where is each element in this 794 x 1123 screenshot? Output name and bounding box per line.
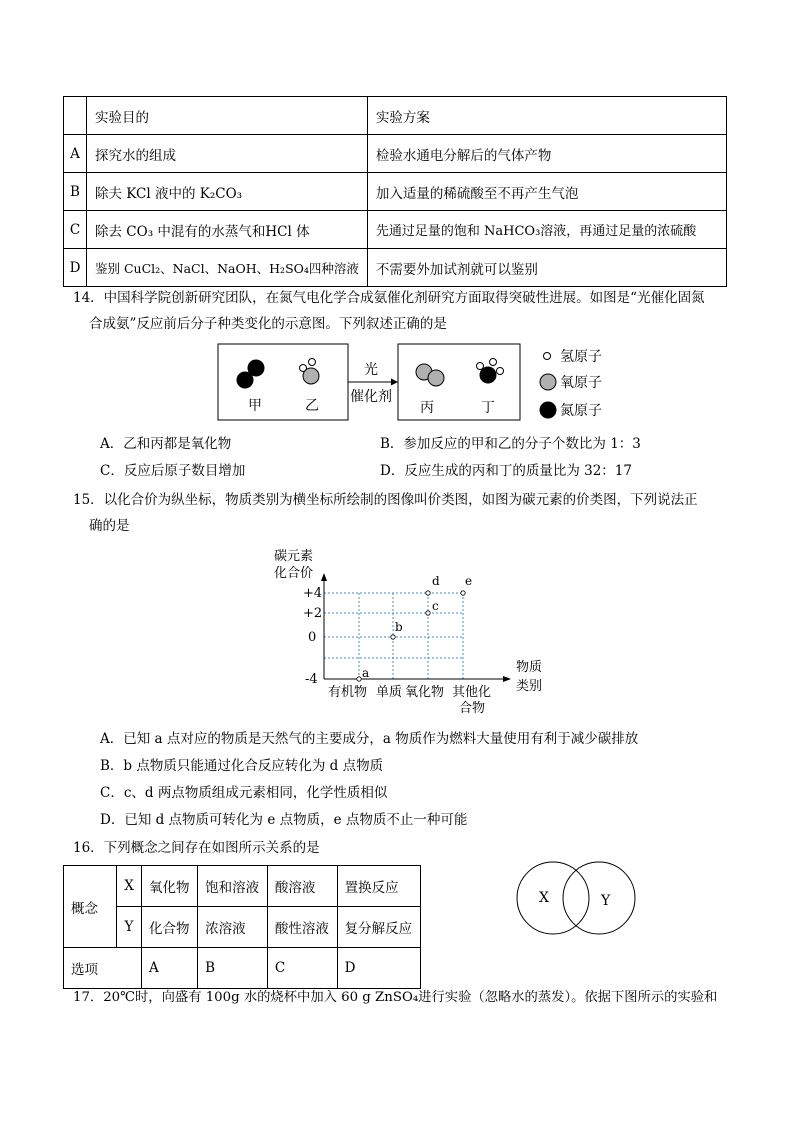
option-cell: B <box>198 948 268 989</box>
x-axis-label-line1: 物质 <box>516 660 543 675</box>
point-label-b: b <box>395 620 403 634</box>
venn-label-y: Y <box>601 893 611 909</box>
q15-stem-line2: 确的是 <box>89 518 130 534</box>
plan-header: 实验方案 <box>367 97 726 135</box>
oxygen-legend-icon <box>540 374 556 390</box>
point-label-e: e <box>465 574 473 588</box>
y-axis-arrow-icon <box>321 573 327 581</box>
x-cell: 置换反应 <box>337 866 420 907</box>
y-tick-label: -4 <box>305 672 318 687</box>
table-header-row <box>64 97 727 135</box>
q15-option-c: C．c、d 两点物质组成元素相同，化学性质相似 <box>100 785 388 801</box>
y-tick-label: +4 <box>303 586 323 601</box>
legend-hydrogen: 氢原子 <box>560 349 602 365</box>
row-plan: 加入适量的稀硫酸至不再产生气泡 <box>367 173 726 211</box>
label-jia: 甲 <box>248 398 262 414</box>
ding-molecule <box>477 359 504 384</box>
label-yi: 乙 <box>305 398 319 414</box>
q14-option-b: B．参加反应的甲和乙的分子个数比为 1：3 <box>380 436 641 452</box>
products-box <box>398 344 520 420</box>
q15-option-a: A．已知 a 点对应的物质是天然气的主要成分，a 物质作为燃料大量使用有利于减少碳排放 <box>100 731 639 747</box>
y-tick-label: +2 <box>303 606 323 621</box>
q16-stem: 16．下列概念之间存在如图所示关系的是 <box>73 840 320 856</box>
point-d <box>426 591 430 595</box>
legend-nitrogen: 氮原子 <box>560 403 602 419</box>
y-tick-label: 0 <box>308 630 317 645</box>
q15-stem-line1: 15．以化合价为纵坐标，物质类别为横坐标所绘制的图像叫价类图，如图为碳元素的价类图，下列说法正 <box>73 492 698 508</box>
point-a <box>357 677 361 681</box>
table-row <box>64 948 421 989</box>
label-ding: 丁 <box>481 400 495 416</box>
point-e <box>461 591 465 595</box>
point-c <box>426 611 430 615</box>
table-row <box>64 173 727 211</box>
point-label-c: c <box>432 599 439 613</box>
y-axis-label-line2: 化合价 <box>274 566 314 581</box>
chart-points <box>357 574 472 681</box>
carbon-valence-chart <box>260 540 560 720</box>
x-tick-label: 合物 <box>459 701 486 716</box>
x-label-cell: X <box>117 866 142 907</box>
q14-option-c: C．反应后原子数目增加 <box>100 463 246 479</box>
row-plan: 不需要外加试剂就可以鉴别 <box>367 249 726 287</box>
option-cell: D <box>337 948 420 989</box>
label-bing: 丙 <box>420 400 434 416</box>
venn-circle-y <box>563 862 635 934</box>
row-key: C <box>64 211 87 249</box>
venn-diagram <box>505 860 665 940</box>
q15-option-d: D．已知 d 点物质可转化为 e 点物质，e 点物质不止一种可能 <box>100 812 468 828</box>
hydrogen-legend-icon <box>544 353 551 360</box>
x-tick-label: 有机物 <box>328 685 368 700</box>
y-axis-label-line1: 碳元素 <box>274 549 314 564</box>
row-purpose: 除去 CO₃ 中混有的水蒸气和HCl 体 <box>87 211 368 249</box>
q17-stem: 17．20℃时，向盛有 100g 水的烧杯中加入 60 g ZnSO₄进行实验（忽略水的蒸发）。依据下图所示的实验和 <box>73 990 718 1005</box>
x-cell: 饱和溶液 <box>198 866 268 907</box>
row-purpose: 探究水的组成 <box>87 135 368 173</box>
concept-cell: 概念 <box>64 866 117 948</box>
row-key: D <box>64 249 87 287</box>
q14-option-d: D．反应生成的丙和丁的质量比为 32：17 <box>380 463 632 479</box>
x-tick-label: 单质 <box>376 685 403 700</box>
nitrogen-legend-icon <box>540 402 556 418</box>
row-purpose: 除夫 KCl 液中的 K₂CO₃ <box>87 173 368 211</box>
row-plan: 先通过足量的饱和 NaHCO₃溶液，再通过足量的浓硫酸 <box>367 211 726 249</box>
y-cell: 化合物 <box>142 907 198 948</box>
q14-stem-line2: 合成氨”反应前后分子种类变化的示意图。下列叙述正确的是 <box>89 316 447 332</box>
y-cell: 酸性溶液 <box>267 907 337 948</box>
q15-option-b: B．b 点物质只能通过化合反应转化为 d 点物质 <box>100 758 384 774</box>
q13-table <box>63 96 727 287</box>
arrow-bottom-label: 催化剂 <box>350 389 392 405</box>
bing-molecule <box>416 364 444 386</box>
purpose-header: 实验目的 <box>87 97 368 135</box>
jia-molecule <box>237 360 264 388</box>
point-label-d: d <box>432 574 440 588</box>
point-label-a: a <box>362 666 370 680</box>
q14-option-a: A．乙和丙都是氧化物 <box>100 436 232 452</box>
x-cell: 酸溶液 <box>267 866 337 907</box>
y-cell: 浓溶液 <box>198 907 268 948</box>
row-purpose: 鉴别 CuCl₂、NaCl、NaOH、H₂SO₄四种溶液 <box>87 249 368 287</box>
arrowhead-icon <box>391 379 398 386</box>
table-corner-cell <box>64 97 87 135</box>
q14-stem-line1: 14．中国科学院创新研究团队，在氮气电化学合成氨催化剂研究方面取得突破性进展。如图是“光催化固氮 <box>73 290 705 306</box>
venn-circle-x <box>517 862 589 934</box>
legend-oxygen: 氧原子 <box>560 375 602 391</box>
table-row <box>64 249 727 287</box>
row-key: A <box>64 135 87 173</box>
table-row <box>64 211 727 249</box>
q16-table <box>63 865 421 989</box>
row-key: B <box>64 173 87 211</box>
arrow-top-label: 光 <box>364 362 378 378</box>
y-label-cell: Y <box>117 907 142 948</box>
x-cell: 氧化物 <box>142 866 198 907</box>
x-axis-arrow-icon <box>503 676 511 682</box>
yi-molecule <box>300 359 320 385</box>
point-b <box>391 635 395 639</box>
y-cell: 复分解反应 <box>337 907 420 948</box>
table-row <box>64 907 421 948</box>
table-row <box>64 135 727 173</box>
option-cell: A <box>142 948 198 989</box>
molecule-reaction-diagram <box>210 340 620 426</box>
option-cell: C <box>267 948 337 989</box>
x-tick-label: 其他化 <box>452 685 492 700</box>
venn-label-x: X <box>539 890 549 906</box>
x-axis-label-line2: 类别 <box>516 679 543 694</box>
table-row <box>64 866 421 907</box>
row-plan: 检验水通电分解后的气体产物 <box>367 135 726 173</box>
x-tick-label: 氧化物 <box>405 685 445 700</box>
option-label-cell: 选项 <box>64 948 142 989</box>
